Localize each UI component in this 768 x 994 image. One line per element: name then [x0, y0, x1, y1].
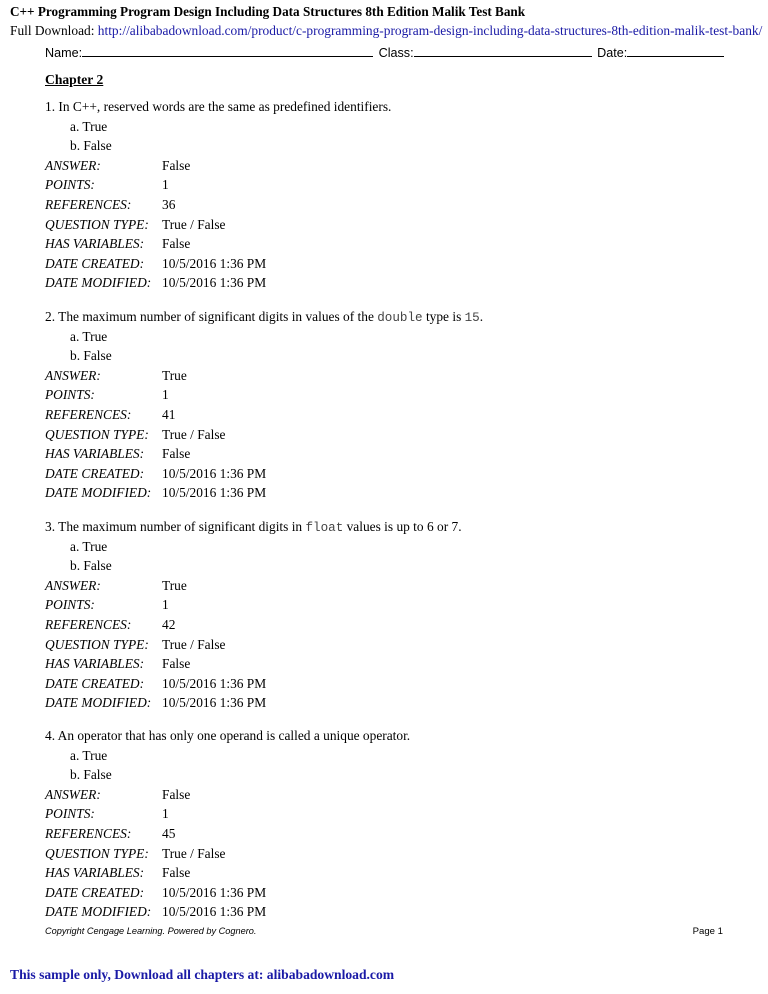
date-field[interactable]: [627, 44, 724, 57]
name-field[interactable]: [82, 44, 373, 57]
full-download-line: [10, 23, 768, 39]
date-created-row: DATE CREATED: 10/5/2016 1:36 PM: [45, 255, 267, 271]
points-row: POINTS: 1: [45, 177, 169, 193]
name-label: Name:: [45, 46, 83, 60]
references-row: REFERENCES: 42: [45, 616, 176, 632]
answer-row: ANSWER: False: [45, 786, 191, 802]
choice-true: a. True: [70, 747, 108, 763]
date-modified-row: DATE MODIFIED: 10/5/2016 1:36 PM: [45, 485, 267, 501]
choice-false: b. False: [70, 767, 112, 783]
question-4: [45, 726, 735, 922]
question-3: [45, 517, 735, 713]
references-row: REFERENCES: 45: [45, 825, 176, 841]
document-title: C++ Programming Program Design Including Data Structures 8th Edition Malik Test Bank: [10, 4, 526, 19]
class-label: Class:: [378, 46, 414, 60]
has-variables-row: HAS VARIABLES: False: [45, 446, 191, 462]
references-row: REFERENCES: 36: [45, 196, 176, 212]
choice-false: b. False: [70, 348, 112, 364]
date-created-row: DATE CREATED: 10/5/2016 1:36 PM: [45, 884, 267, 900]
has-variables-row: HAS VARIABLES: False: [45, 656, 191, 672]
chapter-heading: Chapter 2: [45, 72, 104, 87]
date-modified-row: DATE MODIFIED: 10/5/2016 1:36 PM: [45, 275, 267, 291]
answer-row: ANSWER: True: [45, 367, 187, 383]
points-row: POINTS: 1: [45, 806, 169, 822]
question-text: 4. An operator that has only one operand is called a unique operator.: [45, 728, 411, 743]
question-type-row: QUESTION TYPE: True / False: [45, 636, 226, 652]
choice-true: a. True: [70, 538, 108, 554]
question-1: [45, 97, 735, 293]
date-label: Date:: [597, 46, 628, 60]
answer-row: ANSWER: True: [45, 577, 187, 593]
question-2: [45, 307, 735, 503]
copyright-footer: Copyright Cengage Learning. Powered by Cognero.: [45, 926, 257, 936]
date-modified-row: DATE MODIFIED: 10/5/2016 1:36 PM: [45, 904, 267, 920]
download-link[interactable]: http://alibabadownload.com/product/c-programming-program-design-including-data-structures-8th-edition-malik-test-bank/: [97, 23, 763, 38]
question-text: 2. The maximum number of significant digits in values of the double type is 15.: [45, 309, 484, 325]
question-type-row: QUESTION TYPE: True / False: [45, 216, 226, 232]
date-created-row: DATE CREATED: 10/5/2016 1:36 PM: [45, 675, 267, 691]
question-type-row: QUESTION TYPE: True / False: [45, 426, 226, 442]
question-type-row: QUESTION TYPE: True / False: [45, 845, 226, 861]
points-row: POINTS: 1: [45, 597, 169, 613]
sample-download-notice[interactable]: This sample only, Download all chapters at: alibabadownload.com: [10, 967, 395, 982]
download-label: Full Download:: [10, 23, 95, 38]
choice-true: a. True: [70, 118, 108, 134]
student-info-fields: [45, 44, 726, 60]
question-text: 1. In C++, reserved words are the same as predefined identifiers.: [45, 99, 392, 114]
choice-false: b. False: [70, 558, 112, 574]
choice-true: a. True: [70, 328, 108, 344]
points-row: POINTS: 1: [45, 387, 169, 403]
answer-row: ANSWER: False: [45, 157, 191, 173]
has-variables-row: HAS VARIABLES: False: [45, 236, 191, 252]
page-number: Page 1: [692, 926, 723, 937]
question-text: 3. The maximum number of significant digits in float values is up to 6 or 7.: [45, 519, 462, 535]
choice-false: b. False: [70, 138, 112, 154]
date-created-row: DATE CREATED: 10/5/2016 1:36 PM: [45, 465, 267, 481]
has-variables-row: HAS VARIABLES: False: [45, 865, 191, 881]
references-row: REFERENCES: 41: [45, 406, 176, 422]
class-field[interactable]: [414, 44, 592, 57]
date-modified-row: DATE MODIFIED: 10/5/2016 1:36 PM: [45, 695, 267, 711]
